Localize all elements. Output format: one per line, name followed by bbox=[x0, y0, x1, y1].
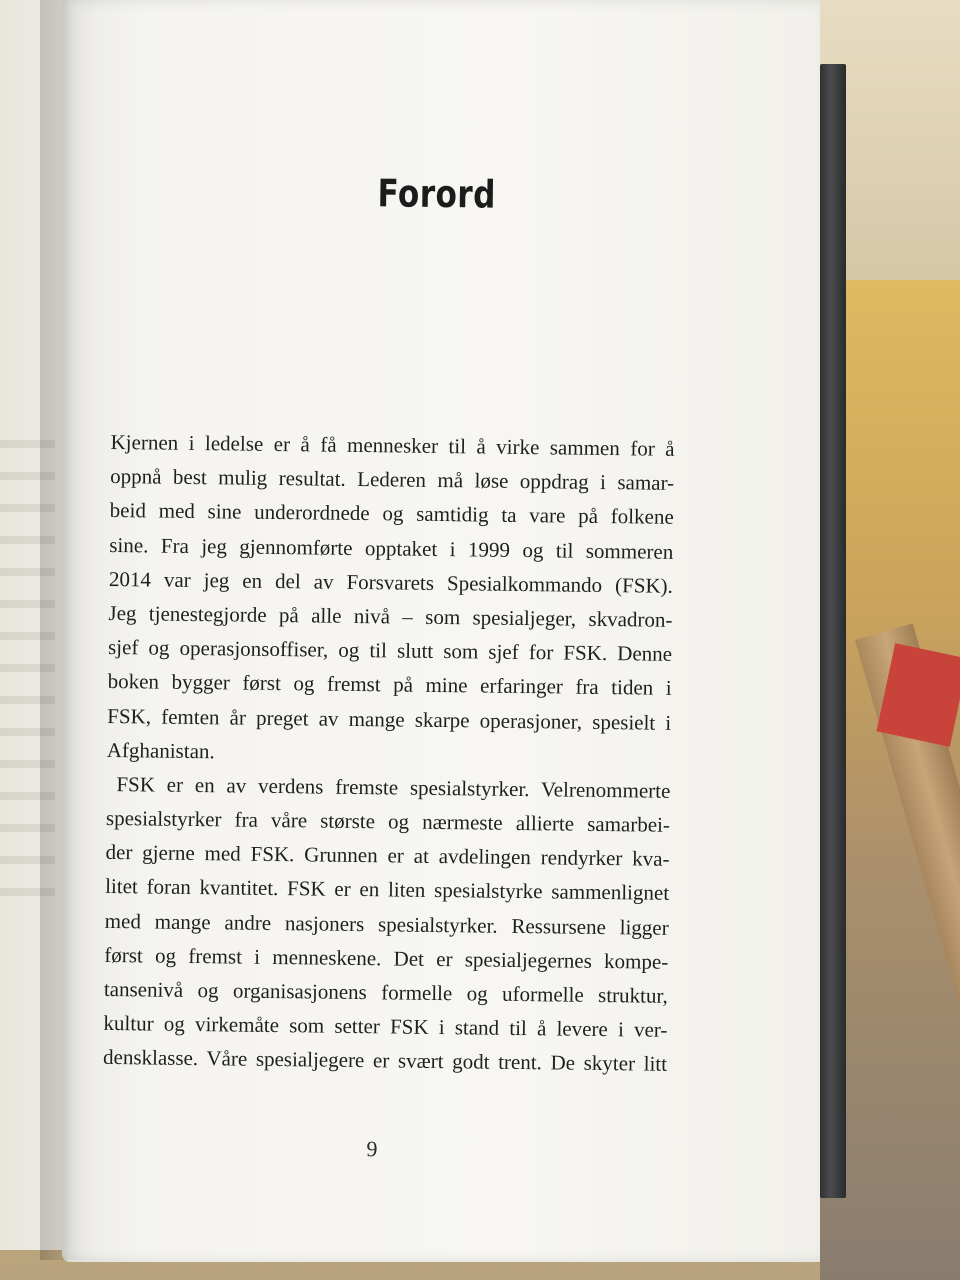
text-line: sjef og operasjonsoffiser, og til slutt som sjef for FSK. Denne bbox=[107, 635, 673, 666]
paragraph-2 bbox=[103, 767, 671, 1082]
text-line: Afghanistan. bbox=[106, 737, 215, 763]
text-line: boken bygger først og fremst på mine erfaringer fra tiden i bbox=[107, 669, 672, 701]
text-line: kultur og virkemåte som setter FSK i stand til å levere i ver- bbox=[103, 1011, 668, 1043]
text-line: beid med sine underordnede og samtidig ta vare på folkene bbox=[109, 498, 674, 530]
page-number: 9 bbox=[366, 1136, 378, 1162]
text-line: litet foran kvantitet. FSK er en liten spesialstyrke sammenlignet bbox=[105, 874, 670, 906]
book-cover-edge bbox=[820, 64, 846, 1198]
text-line: der gjerne med FSK. Grunnen er at avdelingen rendyrker kva- bbox=[105, 840, 670, 872]
page-content bbox=[101, 0, 762, 1270]
text-line: FSK er en av verdens fremste spesialstyrker. Velrenommerte bbox=[116, 771, 671, 803]
text-line: oppnå best mulig resultat. Lederen må løse oppdrag i samar- bbox=[110, 464, 675, 496]
text-line: FSK, femten år preget av mange skarpe operasjoner, spesielt i bbox=[107, 703, 672, 735]
text-line: densklasse. Våre spesialjegere er svært godt trent. De skyter litt bbox=[102, 1045, 668, 1077]
page-gutter-shadow bbox=[40, 0, 100, 1260]
text-line: sine. Fra jeg gjennomførte opptaket i 1999 og til sommeren bbox=[109, 532, 674, 564]
text-line: spesialstyrker fra våre største og nærmeste allierte samarbei- bbox=[105, 806, 671, 837]
text-line: først og fremst i menneskene. Det er spesialjegernes kompe- bbox=[104, 942, 669, 974]
paragraph-1 bbox=[107, 425, 675, 774]
text-line: tansenivå og organisasjonens formelle og uformelle struktur, bbox=[103, 976, 669, 1008]
text-line: Jeg tjenestegjorde på alle nivå – som spesialjeger, skvadron- bbox=[108, 600, 673, 632]
chapter-title: Forord bbox=[377, 171, 497, 217]
text-line: 2014 var jeg en del av Forsvarets Spesialkommando (FSK). bbox=[108, 566, 674, 598]
text-line: Kjernen i ledelse er å få mennesker til å virke sammen for å bbox=[110, 429, 675, 461]
body-text bbox=[103, 425, 675, 1081]
book-page bbox=[62, 0, 820, 1262]
text-line: med mange andre nasjoners spesialstyrker. Ressursene ligger bbox=[104, 908, 669, 940]
